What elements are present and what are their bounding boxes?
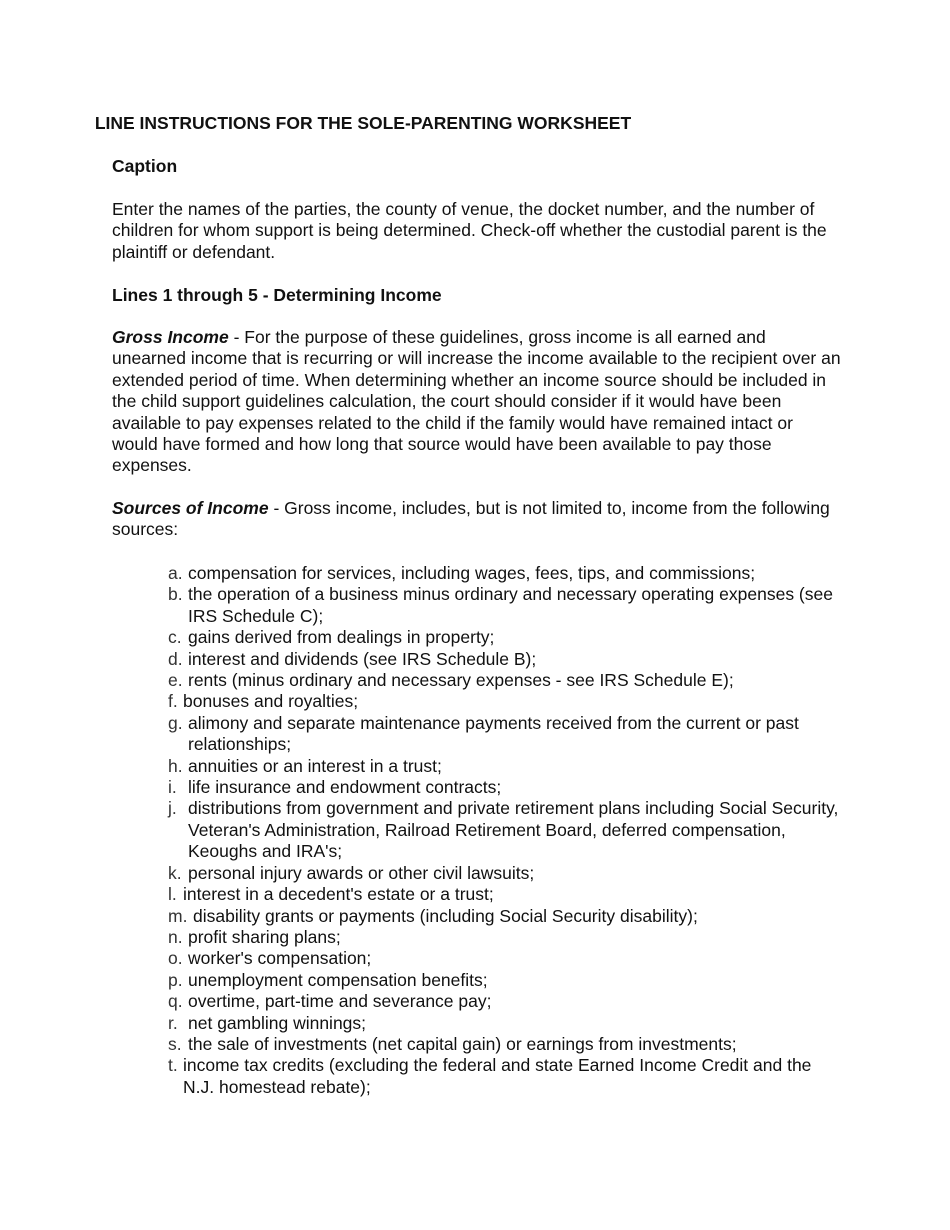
list-item-text: the sale of investments (net capital gain) or earnings from investments; — [188, 1033, 737, 1054]
list-item — [168, 991, 840, 1012]
list-item-marker: s. — [168, 1033, 182, 1054]
document-title: LINE INSTRUCTIONS FOR THE SOLE-PARENTING WORKSHEET — [94, 113, 632, 133]
sources-text: - Gross income, includes, but is not limited to, income from the following sources: — [112, 498, 830, 540]
list-item — [168, 1013, 840, 1034]
list-item — [168, 777, 840, 798]
list-item — [168, 713, 840, 756]
list-item-text: bonuses and royalties; — [183, 691, 359, 712]
list-item — [168, 884, 840, 905]
list-item-text: annuities or an interest in a trust; — [188, 755, 442, 776]
gross-income-paragraph — [112, 327, 842, 477]
list-item — [168, 1055, 840, 1098]
list-item-marker: q. — [168, 991, 183, 1012]
list-item — [168, 627, 840, 648]
list-item — [168, 863, 840, 884]
list-item-text: personal injury awards or other civil lawsuits; — [188, 862, 535, 883]
list-item — [168, 584, 840, 627]
list-item-marker: p. — [168, 969, 183, 990]
list-item-text: alimony and separate maintenance payments received from the current or past relationships; — [188, 712, 799, 755]
gross-income-text: - For the purpose of these guidelines, gross income is all earned and unearned income that is recurring or will increase the income available to the recipient over an extended period of time. When determining whether an income source should be included in the child support guidelines calculation, the court should consider if it would have been available to pay expenses related to the child if the family would have remained intact or would have formed and how long that source would have been available to pay those expenses. — [112, 327, 841, 476]
list-item-marker: o. — [168, 948, 183, 969]
list-item-marker: i. — [168, 777, 177, 798]
list-item — [168, 927, 840, 948]
list-item-text: the operation of a business minus ordinary and necessary operating expenses (see IRS Schedule C); — [188, 584, 833, 626]
list-item — [168, 906, 840, 927]
caption-body: Enter the names of the parties, the county of venue, the docket number, and the number of children for whom support is being determined. Check-off whether the custodial parent is the plaintiff or defendant. — [112, 199, 827, 262]
list-item-marker: l. — [168, 884, 177, 905]
list-item-text: rents (minus ordinary and necessary expenses - see IRS Schedule E); — [188, 670, 734, 691]
list-item-text: distributions from government and private retirement plans including Social Security, Veteran's Administration, Railroad Retirement Board, deferred compensation, Keoughs and IRA's; — [188, 798, 839, 862]
list-item-marker: d. — [168, 648, 183, 669]
list-item-marker: h. — [168, 755, 183, 776]
list-item — [168, 563, 840, 584]
list-item-text: life insurance and endowment contracts; — [188, 777, 502, 798]
list-item — [168, 948, 840, 969]
sources-paragraph — [112, 498, 842, 541]
list-item-marker: k. — [168, 862, 182, 883]
list-item-text: compensation for services, including wages, fees, tips, and commissions; — [188, 563, 756, 583]
list-item-text: profit sharing plans; — [188, 926, 341, 947]
list-item — [168, 691, 840, 712]
list-item-marker: b. — [168, 584, 183, 605]
list-item-text: income tax credits (excluding the federal and state Earned Income Credit and the N.J. homestead rebate); — [183, 1055, 812, 1097]
list-item-marker: g. — [168, 712, 183, 733]
list-item — [168, 1034, 840, 1055]
list-item-marker: m. — [168, 905, 188, 926]
list-item-text: disability grants or payments (including Social Security disability); — [193, 905, 698, 926]
list-item-marker: r. — [168, 1012, 178, 1033]
caption-heading: Caption — [112, 156, 178, 176]
income-heading: Lines 1 through 5 - Determining Income — [112, 285, 442, 305]
list-item — [168, 670, 840, 691]
list-item-text: worker's compensation; — [188, 948, 372, 969]
list-item-marker: n. — [168, 926, 183, 947]
list-item-text: net gambling winnings; — [188, 1012, 367, 1033]
list-item-text: unemployment compensation benefits; — [188, 969, 488, 990]
list-item-marker: t. — [168, 1055, 178, 1076]
list-item-marker: c. — [168, 627, 182, 648]
list-item-text: interest in a decedent's estate or a trust; — [183, 884, 494, 905]
list-item-marker: j. — [168, 798, 177, 819]
list-item-marker: f. — [168, 691, 178, 712]
list-item-text: interest and dividends (see IRS Schedule B); — [188, 648, 537, 669]
list-item — [168, 649, 840, 670]
gross-income-term: Gross Income — [112, 327, 229, 347]
list-item-text: overtime, part-time and severance pay; — [188, 991, 492, 1012]
list-item — [168, 756, 840, 777]
list-item — [168, 970, 840, 991]
list-item-marker: a. — [168, 563, 183, 583]
list-item — [168, 798, 840, 862]
sources-term: Sources of Income — [112, 498, 269, 518]
income-sources-list — [168, 563, 840, 1098]
list-item-text: gains derived from dealings in property; — [188, 627, 495, 648]
list-item-marker: e. — [168, 670, 183, 691]
